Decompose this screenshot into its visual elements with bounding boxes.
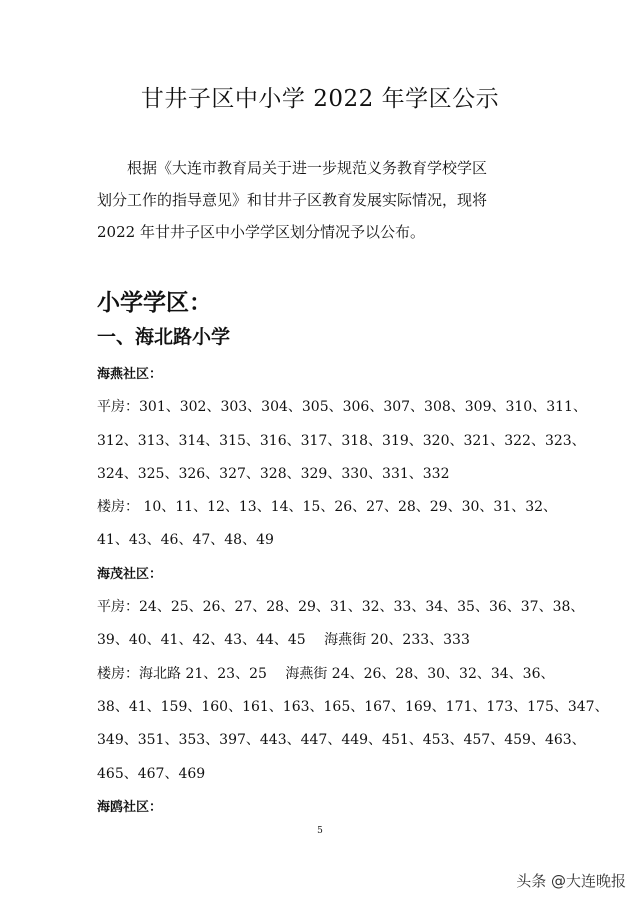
school-title: 一、海北路小学 <box>97 326 231 348</box>
address-line: 312、313、314、315、316、317、318、319、320、321、322、323、 <box>97 432 586 449</box>
section-title: 小学学区： <box>97 290 212 316</box>
intro-line: 划分工作的指导意见》和甘井子区教育发展实际情况，现将 <box>97 191 488 209</box>
district-list <box>97 358 609 824</box>
intro-line: 根据《大连市教育局关于进一步规范义务教育学校学区 <box>127 159 488 177</box>
community-heading: 海鸥社区： <box>97 799 163 815</box>
address-line: 38、41、159、160、161、163、165、167、169、171、173、175、347、 <box>97 698 609 715</box>
address-line: 324、325、326、327、328、329、330、331、332 <box>97 465 450 482</box>
intro-line: 2022 年甘井子区中小学学区划分情况予以公布。 <box>97 223 425 241</box>
page-number: 5 <box>317 826 323 836</box>
intro-paragraph <box>97 152 549 248</box>
address-line: 39、40、41、42、43、44、45 海燕街 20、233、333 <box>97 632 470 649</box>
address-line: 楼房： 10、11、12、13、14、15、26、27、28、29、30、31、32、 <box>97 499 558 516</box>
address-line: 465、467、469 <box>97 765 206 782</box>
address-line: 41、43、46、47、48、49 <box>97 532 274 549</box>
address-line: 349、351、353、397、443、447、449、451、453、457、459、463、 <box>97 732 586 749</box>
source-watermark: 头条 @大连晚报 <box>516 872 626 890</box>
community-heading: 海燕社区： <box>97 367 163 382</box>
address-line: 平房：301、302、303、304、305、306、307、308、309、310、311、 <box>97 399 587 416</box>
community-heading: 海茂社区： <box>97 566 163 582</box>
address-line: 平房：24、25、26、27、28、29、31、32、33、34、35、36、37、38、 <box>97 599 585 616</box>
document-title: 甘井子区中小学 2022 年学区公示 <box>140 86 500 112</box>
address-line: 楼房：海北路 21、23、25 海燕街 24、26、28、30、32、34、36、 <box>97 665 555 682</box>
